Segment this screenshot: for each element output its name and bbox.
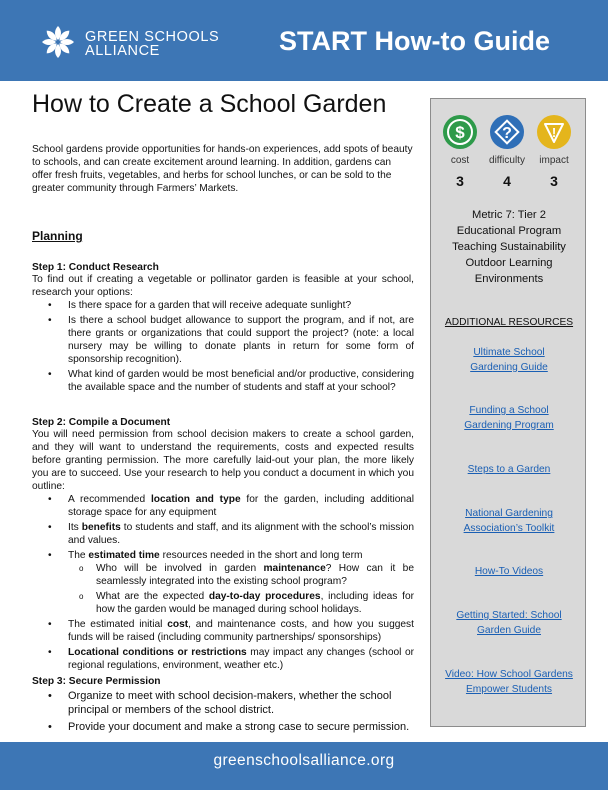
- resource-link-video-empower[interactable]: Video: How School Gardens Empower Students: [445, 669, 573, 695]
- impact-label: impact: [539, 155, 569, 166]
- resource-link-getting-started[interactable]: Getting Started: School Garden Guide: [456, 610, 562, 636]
- metric-line: Metric 7: Tier 2: [472, 209, 546, 221]
- step-2-bullet-benefits: • Its benefits to students and staff, and its alignment with the school’s mission and values.: [68, 521, 414, 547]
- resource-link-ultimate-guide[interactable]: Ultimate School Gardening Guide: [470, 347, 548, 373]
- planning-heading: Planning: [32, 229, 83, 243]
- cost-label: cost: [450, 155, 470, 166]
- metric-line: Educational Program: [456, 225, 562, 237]
- step-1-bullet: • What kind of garden would be most beneficial and/or productive, considering the available space and the number of students and staff at your school?: [68, 368, 414, 394]
- intro-paragraph: School gardens provide opportunities for hands-on experiences, add spots of beauty to schools, and can create excitement around learning. In addition, gardens can offer fresh fruits, vegetables, and herbs for school lunches, or can be sold to the greater community through Farmers’ Markets.: [32, 144, 413, 194]
- resource-link-toolkit[interactable]: National Gardening Association’s Toolkit: [463, 508, 555, 534]
- step-2-sub-bullet-procedures: o What are the expected day-to-day procedures, including ideas for how the garden would be managed during school holidays.: [96, 590, 414, 616]
- sidebar-panel: [430, 98, 586, 727]
- step-2-text: You will need permission from school decision makers to create a school garden, and they will want to understand the requirements, costs and expected results before granting permission. The more carefully laid-out your plan, the more likely you are to succeed. Use your research to help you conduct a document in which you outline:: [32, 429, 414, 492]
- logo-wordmark: [85, 30, 219, 58]
- step-3-bullet: • Organize to meet with school decision-makers, whether the school principal or members of the school district.: [68, 689, 414, 717]
- step-1-bullet: • Is there a school budget allowance to support the program, and if not, are there grants or organizations that could support the project? (note: a local nursery may be willing to donate plants in return for some form of sponsorship recognition).: [68, 314, 414, 366]
- logo-line-1: GREEN SCHOOLS: [85, 29, 220, 45]
- svg-text:?: ?: [502, 125, 512, 142]
- difficulty-label: difficulty: [489, 155, 525, 166]
- step-1-section: [32, 262, 414, 396]
- cost-dollar-icon: [443, 115, 477, 149]
- footer-website-link[interactable]: greenschoolsalliance.org: [213, 752, 395, 769]
- step-2-bullet-cost: • The estimated initial cost, and maintenance costs, and how you suggest funds will be raised (including community partnerships/ sponsorships): [68, 618, 414, 644]
- footer-banner: [0, 742, 608, 790]
- step-2-bullet-time: • The estimated time resources needed in the short and long term o Who will be involved in garden maintenance? How can it be seamlessly integrated into the existing school program? o What are the expected day-to-day procedures, including ideas for how the garden would be managed during school holidays.: [68, 549, 414, 616]
- step-2-heading: Step 2: Compile a Document: [32, 417, 171, 428]
- step-1-heading: Step 1: Conduct Research: [32, 262, 159, 273]
- step-3-section: [32, 676, 414, 737]
- step-2-sub-bullet-maintenance: o Who will be involved in garden maintenance? How can it be seamlessly integrated into the existing school program?: [96, 562, 414, 588]
- step-2-section: [32, 417, 414, 674]
- resource-link-videos[interactable]: How-To Videos: [474, 566, 544, 577]
- green-schools-alliance-logo-icon: [40, 24, 76, 60]
- svg-text:!: !: [551, 125, 557, 140]
- step-1-bullet: • Is there space for a garden that will receive adequate sunlight?: [68, 299, 414, 312]
- step-3-heading: Step 3: Secure Permission: [32, 676, 161, 687]
- step-3-bullet: • Provide your document and make a strong case to secure permission.: [68, 720, 414, 734]
- metric-line: Teaching Sustainability: [452, 241, 566, 253]
- step-2-bullet-restrictions: • Locational conditions or restrictions may impact any changes (school or regional regulations, environment, weather etc.): [68, 646, 414, 672]
- metric-line: Outdoor Learning: [465, 257, 553, 269]
- difficulty-question-icon: [490, 115, 524, 149]
- svg-text:$: $: [455, 123, 465, 142]
- cost-value: 3: [456, 173, 464, 189]
- impact-value: 3: [550, 173, 558, 189]
- logo-line-2: ALLIANCE: [85, 43, 160, 59]
- additional-resources-heading: ADDITIONAL RESOURCES: [444, 317, 574, 328]
- resource-link-funding[interactable]: Funding a School Gardening Program: [464, 405, 554, 431]
- guide-title: START How-to Guide: [279, 26, 550, 56]
- header-banner: [0, 0, 608, 81]
- resource-link-steps[interactable]: Steps to a Garden: [467, 464, 551, 475]
- page-title: How to Create a School Garden: [32, 90, 387, 118]
- metric-info: [431, 207, 587, 287]
- impact-exclamation-icon: [537, 115, 571, 149]
- metric-line: Environments: [474, 273, 544, 285]
- step-1-text: To find out if creating a vegetable or pollinator garden is feasible at your school, research your options:: [32, 274, 414, 298]
- step-2-bullet-location: • A recommended location and type for the garden, including additional storage space for any equipment: [68, 493, 414, 519]
- difficulty-value: 4: [503, 173, 511, 189]
